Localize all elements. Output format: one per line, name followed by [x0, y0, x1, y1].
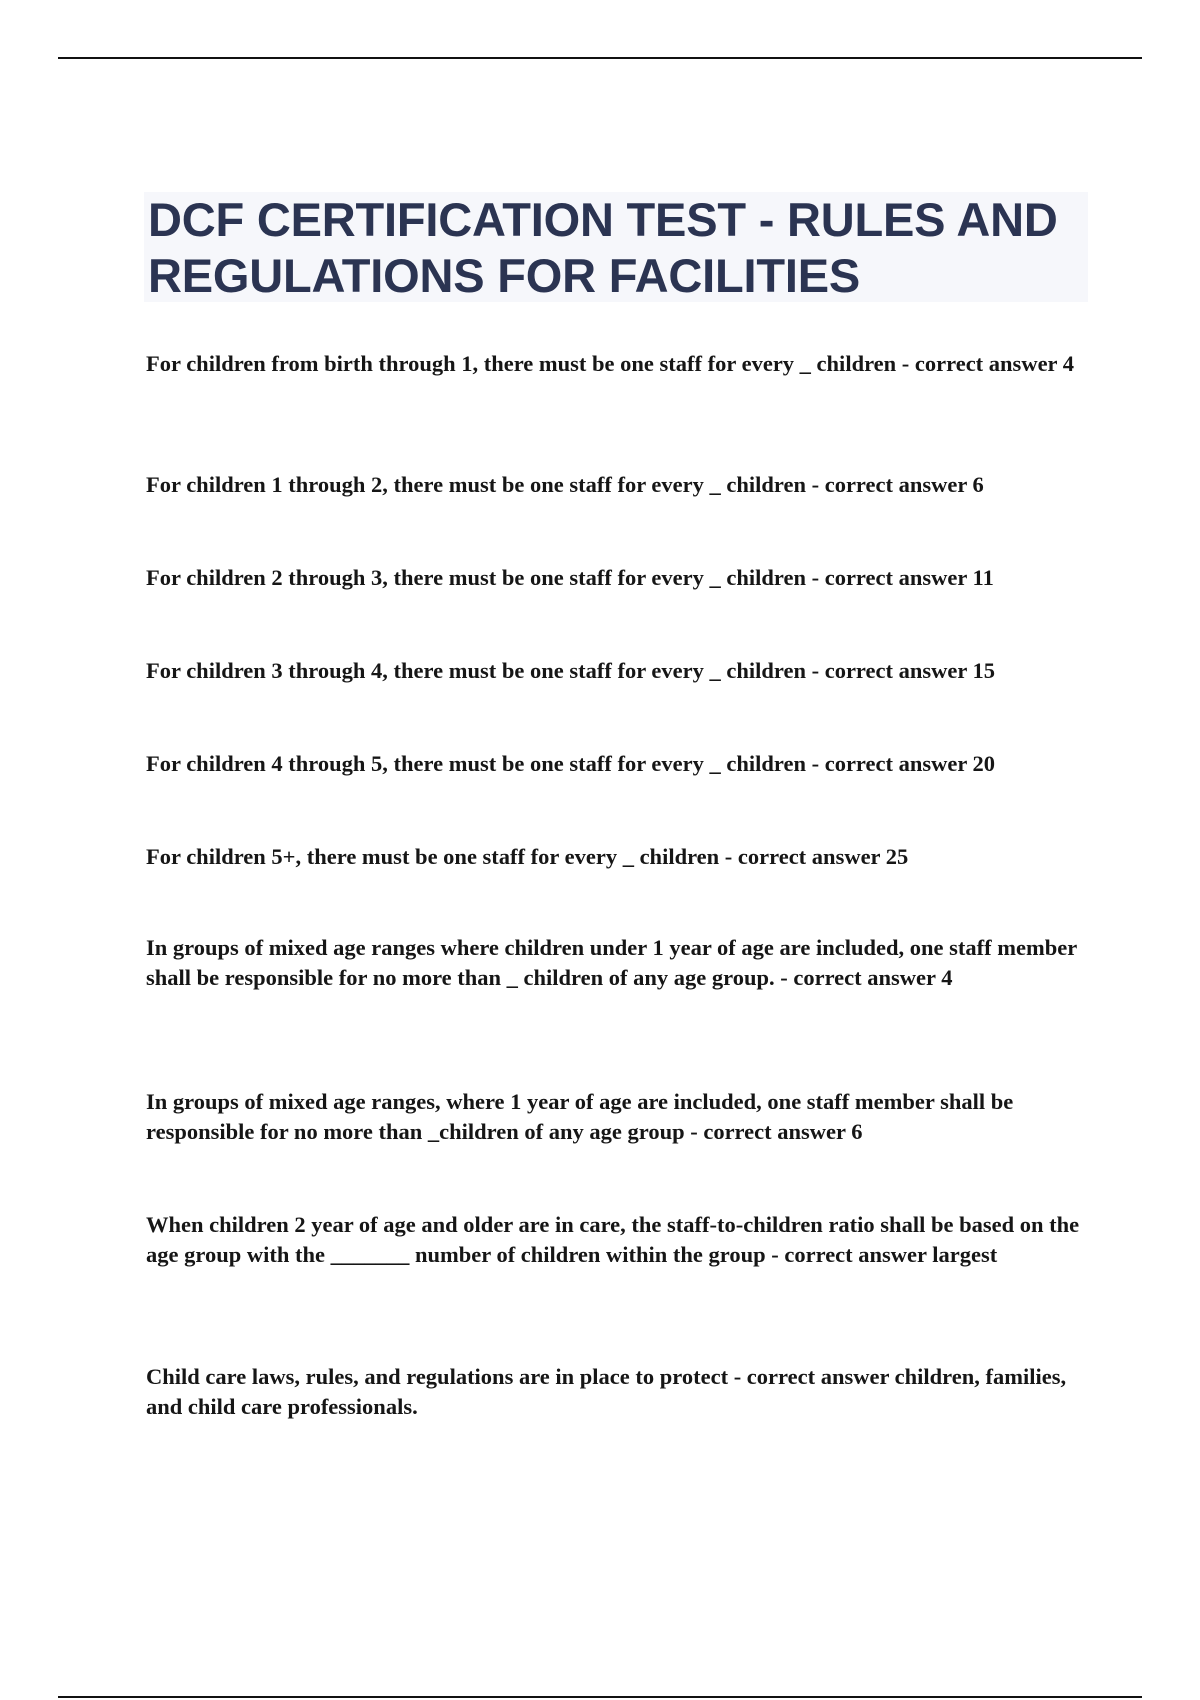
title-block	[144, 192, 1088, 302]
question-item-2: For children 1 through 2, there must be one staff for every _ children - correct answer 6	[146, 472, 984, 497]
question-item-1: For children from birth through 1, there must be one staff for every _ children - correct answer 4	[146, 351, 1075, 376]
document-title: DCF CERTIFICATION TEST - RULES AND REGULATIONS FOR FACILITIES	[148, 193, 1058, 302]
bottom-divider	[58, 1696, 1142, 1698]
question-item-8: In groups of mixed age ranges, where 1 year of age are included, one staff member shall be responsible for no more than _children of any age group - correct answer 6	[146, 1089, 1014, 1144]
question-item-5: For children 4 through 5, there must be one staff for every _ children - correct answer 20	[146, 751, 996, 776]
question-item-4: For children 3 through 4, there must be one staff for every _ children - correct answer 15	[146, 658, 996, 683]
question-item-9: When children 2 year of age and older are in care, the staff-to-children ratio shall be based on the age group with the _______ number of children within the group - correct answer largest	[146, 1212, 1080, 1267]
question-item-7: In groups of mixed age ranges where children under 1 year of age are included, one staff member shall be responsible for no more than _ children of any age group. - correct answer 4	[146, 935, 1077, 990]
question-item-10: Child care laws, rules, and regulations are in place to protect - correct answer children, families, and child care professionals.	[146, 1364, 1067, 1419]
question-item-6: For children 5+, there must be one staff for every _ children - correct answer 25	[146, 844, 909, 869]
top-divider	[58, 57, 1142, 59]
question-item-3: For children 2 through 3, there must be one staff for every _ children - correct answer 11	[146, 565, 994, 590]
